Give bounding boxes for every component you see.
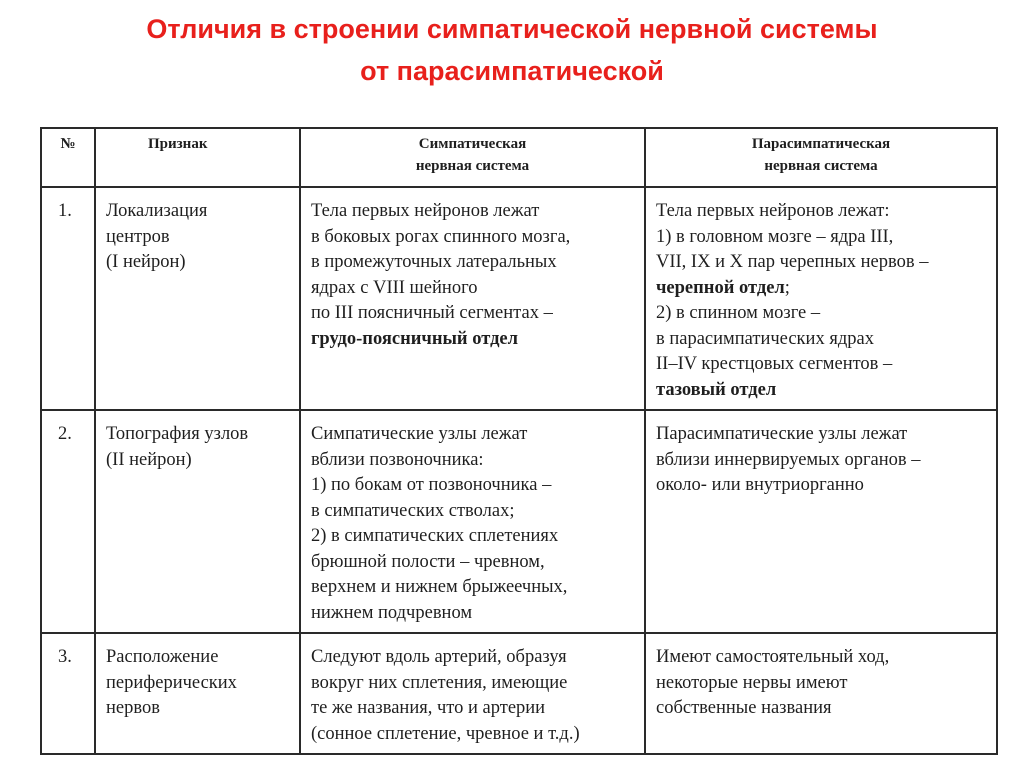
feature-line: нервов bbox=[106, 698, 160, 718]
feature-line: периферических bbox=[106, 672, 237, 693]
symp-line: вокруг них сплетения, имеющие bbox=[311, 672, 568, 693]
comparison-table bbox=[40, 127, 998, 755]
symp-line: 1) по бокам от позвоночника – bbox=[311, 475, 552, 495]
symp-line: (сонное сплетение, чревное и т.д.) bbox=[311, 723, 580, 744]
feature-line: (I нейрон) bbox=[106, 252, 186, 272]
row-sympathetic bbox=[300, 187, 645, 410]
para-line: 2) в спинном мозге – bbox=[656, 303, 821, 323]
row-sympathetic bbox=[300, 410, 645, 633]
title-line-1: Отличия в строении симпатической нервной системы bbox=[146, 14, 878, 44]
para-line: около- или внутриорганно bbox=[656, 475, 864, 495]
header-number: № bbox=[41, 128, 95, 187]
row-feature bbox=[95, 633, 300, 754]
feature-line: Локализация bbox=[106, 201, 208, 221]
para-line: собственные названия bbox=[656, 698, 832, 718]
para-bold-text: черепной отдел bbox=[656, 277, 785, 298]
table-row bbox=[41, 187, 997, 410]
feature-line: Расположение bbox=[106, 647, 219, 667]
symp-line: по III поясничный сегментах – bbox=[311, 303, 553, 323]
symp-line: в боковых рогах спинного мозга, bbox=[311, 226, 571, 247]
slide-title bbox=[0, 8, 1024, 92]
symp-line: вблизи позвоночника: bbox=[311, 449, 484, 470]
table-header-row bbox=[41, 128, 997, 187]
para-punct: ; bbox=[784, 277, 790, 298]
para-line bbox=[656, 276, 988, 302]
symp-line: в симпатических стволах; bbox=[311, 500, 515, 521]
para-line: в парасимпатических ядрах bbox=[656, 328, 874, 349]
para-line: Тела первых нейронов лежат: bbox=[656, 201, 890, 221]
row-parasympathetic bbox=[645, 633, 997, 754]
symp-line: брюшной полости – чревном, bbox=[311, 551, 545, 572]
symp-line: верхнем и нижнем брыжеечных, bbox=[311, 577, 568, 597]
symp-line: Симпатические узлы лежат bbox=[311, 424, 528, 444]
symp-line: Тела первых нейронов лежат bbox=[311, 201, 540, 221]
para-line: 1) в головном мозге – ядра III, bbox=[656, 226, 894, 247]
feature-line: (II нейрон) bbox=[106, 449, 192, 470]
feature-line: центров bbox=[106, 226, 170, 247]
header-sympathetic bbox=[300, 128, 645, 187]
table-row bbox=[41, 410, 997, 633]
row-feature bbox=[95, 410, 300, 633]
para-line: некоторые нервы имеют bbox=[656, 672, 848, 693]
header-parasympathetic bbox=[645, 128, 997, 187]
symp-line-bold: грудо-поясничный отдел bbox=[311, 328, 519, 349]
row-parasympathetic bbox=[645, 187, 997, 410]
para-line: Имеют самостоятельный ход, bbox=[656, 647, 890, 667]
row-number: 3. bbox=[41, 633, 95, 754]
header-para-line-1: Парасимпатическая bbox=[751, 136, 891, 152]
row-parasympathetic bbox=[645, 410, 997, 633]
para-line: VII, IX и X пар черепных нервов – bbox=[656, 252, 929, 272]
para-line-bold: тазовый отдел bbox=[656, 379, 777, 400]
symp-line: в промежуточных латеральных bbox=[311, 252, 557, 272]
header-feature: Признак bbox=[95, 128, 300, 187]
para-line: II–IV крестцовых сегментов – bbox=[656, 354, 893, 374]
row-feature bbox=[95, 187, 300, 410]
feature-line: Топография узлов bbox=[106, 424, 249, 444]
row-number: 1. bbox=[41, 187, 95, 410]
header-symp-line-2: нервная система bbox=[415, 158, 530, 174]
symp-line: Следуют вдоль артерий, образуя bbox=[311, 647, 567, 667]
para-line: вблизи иннервируемых органов – bbox=[656, 449, 921, 470]
symp-line: 2) в симпатических сплетениях bbox=[311, 526, 559, 546]
table-row bbox=[41, 633, 997, 754]
row-number: 2. bbox=[41, 410, 95, 633]
row-sympathetic bbox=[300, 633, 645, 754]
symp-line: те же названия, что и артерии bbox=[311, 698, 546, 718]
para-line: Парасимпатические узлы лежат bbox=[656, 424, 908, 444]
symp-line: ядрах с VIII шейного bbox=[311, 277, 478, 298]
header-para-line-2: нервная система bbox=[764, 158, 878, 174]
header-symp-line-1: Симпатическая bbox=[418, 136, 527, 152]
symp-line: нижнем подчревном bbox=[311, 602, 473, 623]
title-line-2: от парасимпатической bbox=[360, 56, 664, 86]
